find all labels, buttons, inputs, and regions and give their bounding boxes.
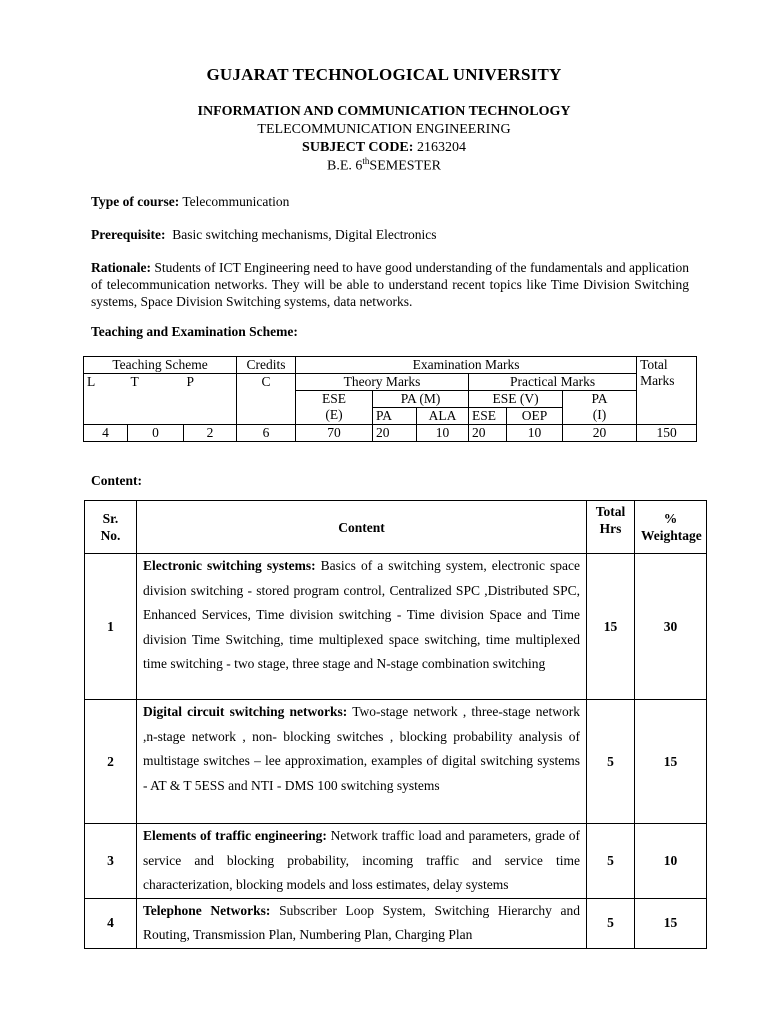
semester-line (0, 156, 768, 175)
row-weight: 10 (635, 824, 707, 899)
row-weight: 30 (635, 554, 707, 700)
teaching-exam-scheme-table (83, 356, 697, 442)
c-header: C (237, 374, 296, 391)
subject-code-label: SUBJECT CODE: (302, 140, 414, 155)
row-content (137, 898, 587, 948)
semester-prefix: B.E. 6 (327, 158, 363, 174)
row-text: Network traffic load and parameters, grade of service and blocking probability, incoming traffic and service time characterization, blocking models and loss estimates, delay systems (143, 828, 581, 892)
rationale-value: Students of ICT Engineering need to have good understanding of the fundamentals and application of telecommunication networks. They will be able to understand recent topics like Time Division Switching systems, Space Division Switching systems, data networks. (91, 260, 689, 309)
pa-subheader: PA (373, 408, 417, 425)
row-hrs: 15 (587, 554, 635, 700)
semester-suffix: SEMESTER (369, 158, 441, 174)
prerequisite (91, 226, 689, 243)
university-title: GUJARAT TECHNOLOGICAL UNIVERSITY (206, 65, 562, 84)
ese-subheader: ESE (469, 408, 507, 425)
scheme-values-row: 4 0 2 6 70 20 10 20 10 20 150 (84, 425, 697, 442)
content-heading: Content: (91, 473, 142, 488)
content-table (84, 500, 707, 949)
table-row (85, 700, 707, 824)
credits-header: Credits (237, 357, 296, 374)
subject-code-value: 2163204 (416, 140, 466, 155)
row-hrs: 5 (587, 898, 635, 948)
row-title: Elements of traffic engineering: (143, 828, 327, 843)
ese-v-header: ESE (V) (469, 391, 563, 408)
practical-marks-header: Practical Marks (469, 374, 637, 391)
row-content (137, 824, 587, 899)
content-header: Content (137, 501, 587, 554)
l-header: L (84, 374, 128, 391)
row-sr: 2 (85, 700, 137, 824)
row-sr: 1 (85, 554, 137, 700)
rationale-label: Rationale: (91, 260, 151, 275)
row-content (137, 554, 587, 700)
total-hrs-header: Total Hrs (587, 501, 635, 554)
sr-no-header: Sr. No. (85, 501, 137, 554)
row-text: Basics of a switching system, electronic space division switching - stored program control, Centralized SPC ,Distributed SPC, Enhanced Services, Time division switching - Time division Space and Time division Time Switching, time multiplexed space switching, time multiplexed time switching - two stage, three stage and N-stage combination switching (143, 558, 581, 671)
table-row (85, 898, 707, 948)
oep-subheader: OEP (507, 408, 563, 425)
ese-e-header: ESE (E) (296, 391, 373, 425)
row-weight: 15 (635, 898, 707, 948)
row-content (137, 700, 587, 824)
pa-m-header: PA (M) (373, 391, 469, 408)
course-type-value: Telecommunication (182, 194, 290, 209)
row-title: Digital circuit switching networks: (143, 704, 348, 719)
row-text: Two-stage network , three-stage network ,n-stage network , non- blocking switches , blocking probability analysis of multistage switches – lee approximation, examples of digital switching systems - AT & T 5ESS and NTI - DMS 100 switching systems (143, 704, 580, 793)
subject-name: TELECOMMUNICATION ENGINEERING (257, 122, 511, 137)
p-header: P (184, 374, 237, 391)
t-header: T (128, 374, 184, 391)
prerequisite-value: Basic switching mechanisms, Digital Electronics (172, 227, 437, 242)
semester-superscript: th (362, 156, 370, 166)
department-title: INFORMATION AND COMMUNICATION TECHNOLOGY (197, 104, 571, 119)
table-row (85, 824, 707, 899)
teaching-scheme-header: Teaching Scheme (84, 357, 237, 374)
row-sr: 3 (85, 824, 137, 899)
row-hrs: 5 (587, 824, 635, 899)
prerequisite-label: Prerequisite: (91, 227, 166, 242)
row-title: Telephone Networks: (143, 902, 271, 918)
row-text: Subscriber Loop System, Switching Hierarchy and Routing, Transmission Plan, Numbering Plan, Charging Plan (143, 902, 580, 942)
course-type-label: Type of course: (91, 194, 180, 209)
pa-i-header: PA (I) (563, 391, 637, 425)
ala-subheader: ALA (417, 408, 469, 425)
table-row (85, 554, 707, 700)
total-marks-header: Total Marks (637, 357, 697, 425)
subject-code-line (0, 140, 768, 156)
theory-marks-header: Theory Marks (296, 374, 469, 391)
scheme-heading: Teaching and Examination Scheme: (91, 324, 298, 339)
weightage-header: % Weightage (635, 501, 707, 554)
exam-marks-header: Examination Marks (296, 357, 637, 374)
row-hrs: 5 (587, 700, 635, 824)
rationale (91, 259, 689, 310)
row-title: Electronic switching systems: (143, 558, 316, 573)
course-type (91, 193, 689, 210)
row-sr: 4 (85, 898, 137, 948)
row-weight: 15 (635, 700, 707, 824)
